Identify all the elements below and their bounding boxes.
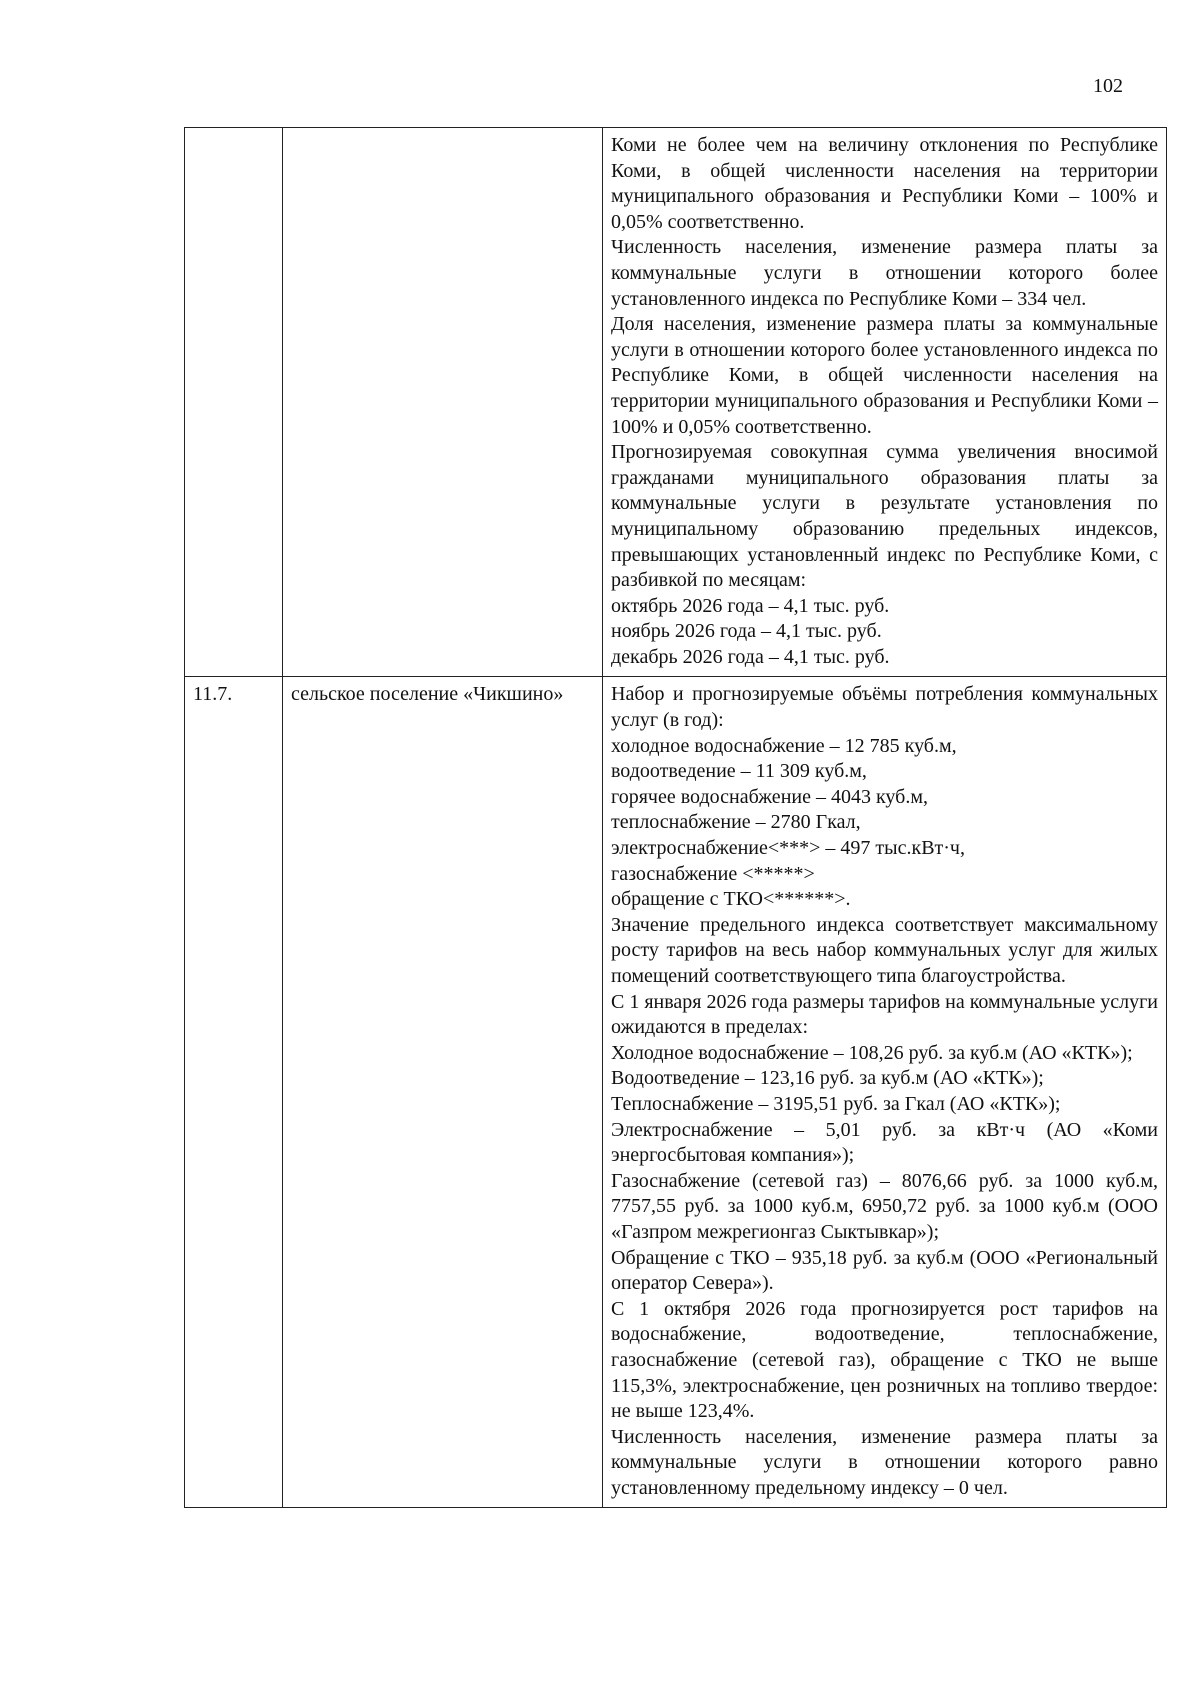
content-paragraph: Водоотведение – 123,16 руб. за куб.м (АО «КТК»); xyxy=(611,1067,1044,1090)
content-paragraph: теплоснабжение – 2780 Гкал, xyxy=(611,811,861,834)
municipality-name-cell: сельское поселение «Чикшино» xyxy=(283,677,603,1508)
row-number-cell xyxy=(185,128,283,677)
content-paragraph: Численность населения, изменение размера платы за коммунальные услуги в отношении которого равно установленному предельному индексу – 0 чел. xyxy=(611,1425,1158,1499)
content-paragraph: октябрь 2026 года – 4,1 тыс. руб. xyxy=(611,594,890,617)
content-paragraph: Электроснабжение – 5,01 руб. за кВт·ч (АО «Коми энергосбытовая компания»); xyxy=(611,1118,1158,1167)
content-paragraph: Численность населения, изменение размера платы за коммунальные услуги в отношении которого более установленного индекса по Республике Коми – 334 чел. xyxy=(611,236,1158,310)
content-paragraph: электроснабжение<***> – 497 тыс.кВт·ч, xyxy=(611,837,965,860)
content-paragraph: Обращение с ТКО – 935,18 руб. за куб.м (ООО «Региональный оператор Севера»). xyxy=(611,1246,1158,1295)
row-number-cell: 11.7. xyxy=(185,677,283,1508)
table-row-11-7 xyxy=(185,677,1167,1508)
content-paragraph: Значение предельного индекса соответствует максимальному росту тарифов на весь набор коммунальных услуг для жилых помещений соответствующего типа благоустройства. xyxy=(611,913,1158,987)
content-paragraph: горячее водоснабжение – 4043 куб.м, xyxy=(611,785,928,808)
content-paragraph: Коми не более чем на величину отклонения по Республике Коми, в общей численности населения на территории муниципального образования и Республики Коми – 100% и 0,05% соответственно. xyxy=(611,134,1158,233)
content-paragraph: обращение с ТКО<******>. xyxy=(611,888,851,911)
table-row-continued xyxy=(185,128,1167,677)
content-paragraph: водоотведение – 11 309 куб.м, xyxy=(611,760,867,783)
content-paragraph: декабрь 2026 года – 4,1 тыс. руб. xyxy=(611,645,890,668)
content-paragraph: Прогнозируемая совокупная сумма увеличения вносимой гражданами муниципального образования платы за коммунальные услуги в результате установления по муниципальному образованию предельных индексов, превышающих установленный индекс по Республике Коми, с разбивкой по месяцам: xyxy=(611,441,1158,592)
row-content-cell xyxy=(603,128,1167,677)
content-paragraph: Набор и прогнозируемые объёмы потребления коммунальных услуг (в год): xyxy=(611,683,1158,732)
content-paragraph: Газоснабжение (сетевой газ) – 8076,66 руб. за 1000 куб.м, 7757,55 руб. за 1000 куб.м, 6950,72 руб. за 1000 куб.м (ООО «Газпром межрегионгаз Сыктывкар»); xyxy=(611,1169,1158,1243)
municipality-name-cell xyxy=(283,128,603,677)
content-paragraph: С 1 октября 2026 года прогнозируется рост тарифов на водоснабжение, водоотведение, теплоснабжение, газоснабжение (сетевой газ), обращение с ТКО не выше 115,3%, электроснабжение, цен розничных на топливо твердое: не выше 123,4%. xyxy=(611,1297,1158,1423)
content-paragraph: ноябрь 2026 года – 4,1 тыс. руб. xyxy=(611,620,882,643)
content-paragraph: Холодное водоснабжение – 108,26 руб. за куб.м (АО «КТК»); xyxy=(611,1041,1133,1064)
row-content-cell xyxy=(603,677,1167,1508)
page-number: 102 xyxy=(1093,75,1123,97)
content-paragraph: Теплоснабжение – 3195,51 руб. за Гкал (АО «КТК»); xyxy=(611,1092,1061,1115)
content-paragraph: Доля населения, изменение размера платы за коммунальные услуги в отношении которого более установленного индекса по Республике Коми, в общей численности населения на территории муниципального образования и Республики Коми – 100% и 0,05% соответственно. xyxy=(611,313,1158,438)
indices-table xyxy=(184,127,1167,1508)
content-paragraph: С 1 января 2026 года размеры тарифов на коммунальные услуги ожидаются в пределах: xyxy=(611,990,1158,1039)
content-paragraph: холодное водоснабжение – 12 785 куб.м, xyxy=(611,734,957,757)
content-paragraph: газоснабжение <*****> xyxy=(611,862,815,885)
